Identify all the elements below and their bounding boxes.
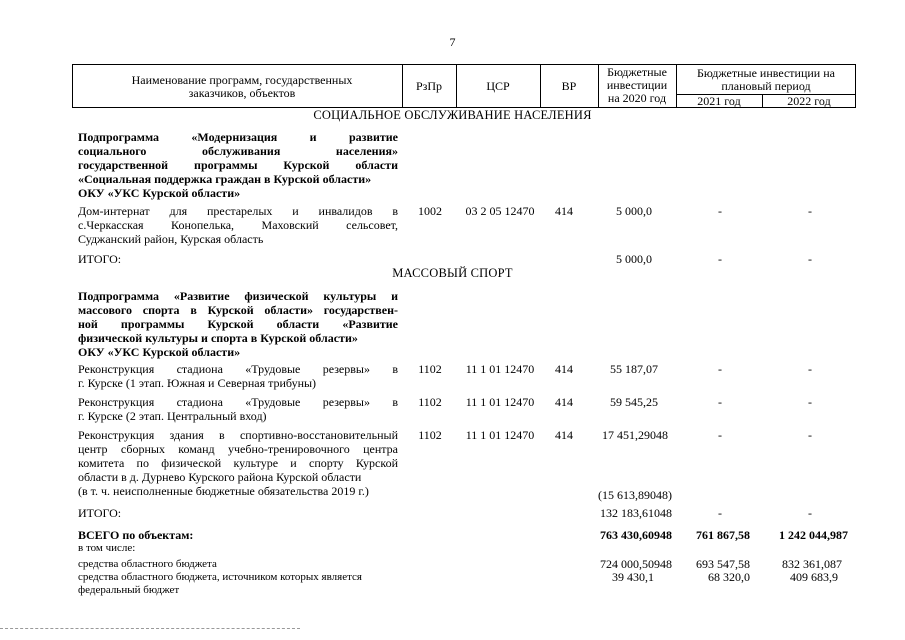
section-title-social: СОЦИАЛЬНОЕ ОБСЛУЖИВАНИЕ НАСЕЛЕНИЯ bbox=[313, 108, 592, 122]
total-label: ИТОГО: bbox=[78, 506, 122, 520]
cell-rzpr: 1102 bbox=[418, 362, 442, 376]
federal-label: средства областного бюджета, источником которых является федеральный бюджет bbox=[78, 571, 362, 596]
header-budget-2020: Бюджетные инвестиции на 2020 год bbox=[606, 65, 668, 105]
cell-csr: 11 1 01 12470 bbox=[465, 362, 535, 376]
cell-2020: 5 000,0 bbox=[616, 204, 652, 218]
section-title-sport: МАССОВЫЙ СПОРТ bbox=[392, 266, 513, 280]
cell-vr: 414 bbox=[555, 395, 573, 409]
cell-2021: - bbox=[718, 362, 722, 376]
header-planned-period: Бюджетные инвестиции на плановый период bbox=[697, 66, 835, 93]
unfulfilled-value: (15 613,89048) bbox=[598, 488, 672, 502]
federal-2021: 68 320,0 bbox=[708, 570, 750, 584]
cell-csr: 11 1 01 12470 bbox=[465, 395, 535, 409]
cell-2020: 55 187,07 bbox=[610, 362, 658, 376]
total-2022: - bbox=[808, 252, 812, 266]
header-rzpr: РзПр bbox=[415, 79, 443, 93]
object-name: Реконструкция стадиона «Трудовые резервы» в г. Курске (2 этап. Центральный вход) bbox=[78, 395, 398, 423]
including-label: в том числе: bbox=[78, 542, 136, 554]
header-csr: ЦСР bbox=[486, 79, 510, 93]
header-2021: 2021 год bbox=[697, 94, 741, 108]
object-name: Реконструкция здания в спортивно-восстановительный центр сборных команд учебно-тренировочного центра комитета по физической культуре и спорту Курской области в д. Дурнево Курского района Курской области (в т. ч. неисполненные бюджетные обязательства 2019 г.) bbox=[78, 428, 398, 498]
cell-csr: 11 1 01 12470 bbox=[465, 428, 535, 442]
regional-2021: 693 547,58 bbox=[696, 557, 750, 571]
federal-2020: 39 430,1 bbox=[612, 570, 654, 584]
total-2020: 5 000,0 bbox=[616, 252, 652, 266]
cell-vr: 414 bbox=[555, 204, 573, 218]
grand-total-2021: 761 867,58 bbox=[696, 528, 750, 542]
cell-2020: 59 545,25 bbox=[610, 395, 658, 409]
regional-2020: 724 000,50948 bbox=[600, 557, 672, 571]
total-label: ИТОГО: bbox=[78, 252, 122, 266]
total-2021: - bbox=[718, 506, 722, 520]
subprogram-sport: Подпрограмма «Развитие физической культуры и массового спорта в Курской области» государствен- ной программы Курской области «Развитие физической культуры и спорта в Курской области» ОКУ «УКС Курской области» bbox=[78, 289, 398, 359]
grand-total-label: ВСЕГО по объектам: bbox=[78, 528, 194, 542]
unfulfilled-label: (в т. ч. неисполненные бюджетные обязательства 2019 г.) bbox=[78, 484, 369, 498]
subprogram-social: Подпрограмма «Модернизация и развитие социального обслуживания населения» государственной программы Курской области «Социальная поддержка граждан в Курской области» ОКУ «УКС Курской области» bbox=[78, 130, 398, 200]
object-name: Реконструкция стадиона «Трудовые резервы» в г. Курске (1 этап. Южная и Северная трибуны) bbox=[78, 362, 398, 390]
cell-rzpr: 1102 bbox=[418, 428, 442, 442]
cell-2022: - bbox=[808, 395, 812, 409]
regional-2022: 832 361,087 bbox=[782, 557, 842, 571]
customer-label: ОКУ «УКС Курской области» bbox=[78, 345, 241, 359]
header-2022: 2022 год bbox=[787, 94, 831, 108]
cell-2020: 17 451,29048 bbox=[602, 428, 668, 442]
grand-total-2022: 1 242 044,987 bbox=[779, 528, 848, 542]
cell-csr: 03 2 05 12470 bbox=[465, 204, 535, 218]
cell-vr: 414 bbox=[555, 362, 573, 376]
header-vr: ВР bbox=[561, 79, 577, 93]
cell-2021: - bbox=[718, 204, 722, 218]
header-name: Наименование программ, государственных заказчиков, объектов bbox=[131, 73, 353, 100]
customer-label: ОКУ «УКС Курской области» bbox=[78, 186, 241, 200]
cell-2022: - bbox=[808, 428, 812, 442]
cell-2021: - bbox=[718, 395, 722, 409]
cell-rzpr: 1102 bbox=[418, 395, 442, 409]
cell-2022: - bbox=[808, 362, 812, 376]
total-2020: 132 183,61048 bbox=[600, 506, 672, 520]
grand-total-2020: 763 430,60948 bbox=[600, 528, 672, 542]
total-2022: - bbox=[808, 506, 812, 520]
table-header bbox=[72, 64, 856, 108]
bottom-dashed-line bbox=[0, 628, 300, 629]
cell-rzpr: 1002 bbox=[418, 204, 442, 218]
page-number: 7 bbox=[449, 35, 456, 49]
object-name: Дом-интернат для престарелых и инвалидов в с.Черкасская Конопелька, Маховский сельсовет, Суджанский район, Курская область bbox=[78, 204, 398, 246]
cell-2022: - bbox=[808, 204, 812, 218]
regional-label: средства областного бюджета bbox=[78, 558, 217, 570]
federal-2022: 409 683,9 bbox=[790, 570, 838, 584]
total-2021: - bbox=[718, 252, 722, 266]
cell-2021: - bbox=[718, 428, 722, 442]
cell-vr: 414 bbox=[555, 428, 573, 442]
